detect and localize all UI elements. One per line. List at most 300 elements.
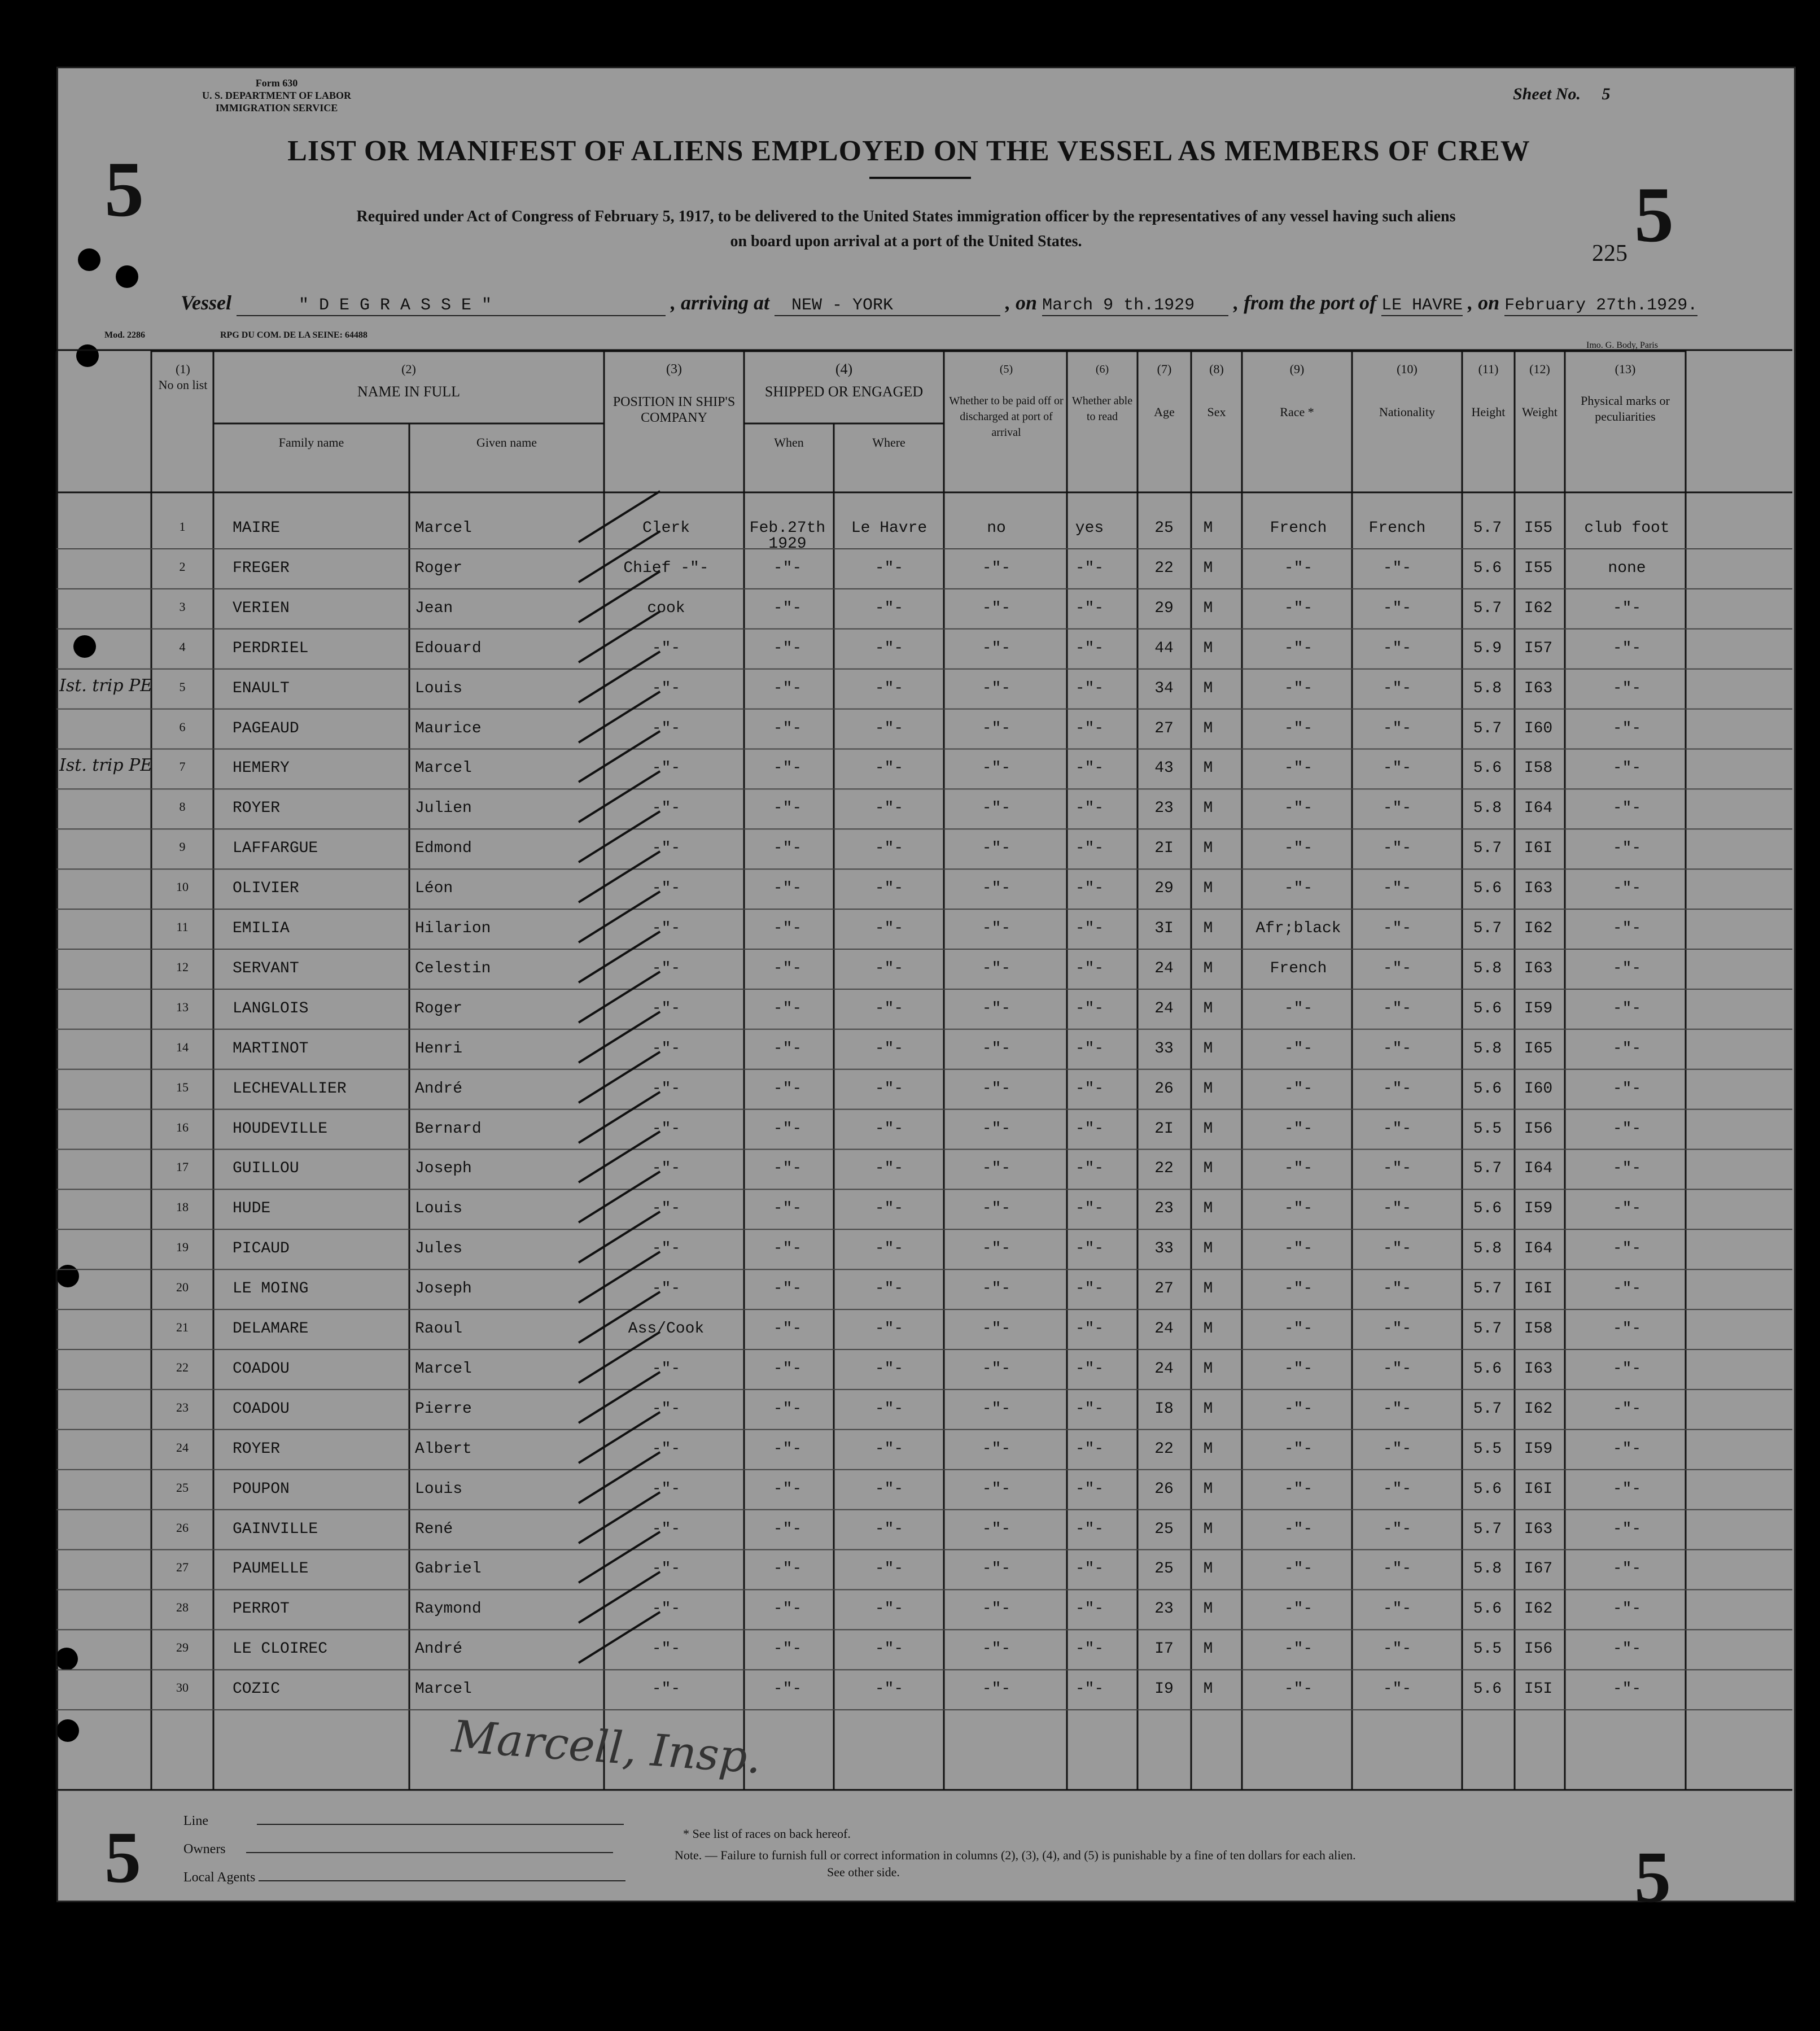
- cell-no: 4: [179, 639, 186, 654]
- cell-where: -"-: [874, 1560, 904, 1578]
- cell-where: -"-: [874, 999, 904, 1017]
- cell-where: -"-: [874, 1160, 904, 1178]
- cell-position: -"-: [651, 999, 681, 1017]
- cell-read: -"-: [1075, 1200, 1104, 1218]
- cell-paid: -"-: [982, 1640, 1011, 1658]
- cell-race: -"-: [1284, 1080, 1313, 1098]
- cell-sex: M: [1203, 1560, 1213, 1578]
- cell-height: 5.6: [1473, 759, 1502, 778]
- cell-paid: -"-: [982, 840, 1011, 858]
- sheet-no-value: 5: [1602, 85, 1611, 103]
- cell-no: 21: [176, 1320, 189, 1334]
- cell-weight: I55: [1524, 519, 1553, 537]
- cell-weight: I62: [1524, 1600, 1553, 1618]
- cell-race: -"-: [1284, 599, 1313, 617]
- cell-given: Joseph: [415, 1280, 472, 1298]
- cell-given: Gabriel: [415, 1560, 482, 1578]
- cell-race: -"-: [1284, 719, 1313, 737]
- cell-paid: -"-: [982, 999, 1011, 1017]
- cell-weight: I60: [1524, 1080, 1553, 1098]
- stamp-number: 225: [1592, 241, 1628, 267]
- cell-weight: I59: [1524, 1200, 1553, 1218]
- cell-family: ROYER: [233, 800, 281, 818]
- cell-when: -"-: [773, 920, 802, 937]
- cell-where: -"-: [874, 1120, 904, 1138]
- cell-no: 10: [176, 880, 189, 894]
- cell-race: -"-: [1284, 759, 1313, 778]
- cell-marks: -"-: [1612, 1280, 1642, 1298]
- cell-given: Marcel: [415, 519, 472, 537]
- cell-given: Henri: [415, 1039, 463, 1058]
- cell-given: Joseph: [415, 1160, 472, 1178]
- col-8-number: (8): [1209, 362, 1224, 376]
- cell-family: GAINVILLE: [233, 1520, 318, 1538]
- col-name-label: NAME IN FULL: [357, 383, 460, 400]
- col-where-header: Where: [872, 435, 905, 449]
- cell-height: 5.8: [1473, 1240, 1502, 1258]
- cell-height: 5.7: [1473, 920, 1502, 937]
- cell-position: -"-: [651, 1360, 681, 1378]
- cell-age: 24: [1154, 959, 1174, 977]
- cell-family: FREGER: [233, 559, 290, 577]
- cell-when: -"-: [773, 959, 802, 977]
- col-given-header: Given name: [476, 435, 537, 449]
- cell-position: -"-: [651, 1520, 681, 1538]
- cell-no: 14: [176, 1039, 189, 1054]
- cell-paid: -"-: [982, 599, 1011, 617]
- cell-read: -"-: [1075, 1240, 1104, 1258]
- cell-read: -"-: [1075, 1320, 1104, 1338]
- cell-weight: I6I: [1524, 1280, 1553, 1298]
- cell-when: -"-: [773, 759, 802, 778]
- cell-no: 19: [176, 1240, 189, 1255]
- cell-no: 8: [179, 800, 186, 814]
- cell-no: 7: [179, 759, 186, 774]
- cell-when: -"-: [773, 1039, 802, 1058]
- cell-race: -"-: [1284, 679, 1313, 697]
- cell-when: -"-: [773, 1600, 802, 1618]
- cell-read: -"-: [1075, 719, 1104, 737]
- cell-age: 2I: [1154, 840, 1174, 858]
- corner-mark-bottom-right: 5: [1634, 1837, 1671, 1918]
- col-no-label: No on list: [158, 378, 208, 392]
- cell-marks: -"-: [1612, 1440, 1642, 1458]
- inspector-signature: Marcell, Insp.: [450, 1711, 763, 1784]
- col-7-number: (7): [1157, 362, 1172, 376]
- col-shipped-label: SHIPPED OR ENGAGED: [764, 383, 924, 400]
- cell-family: COADOU: [233, 1400, 290, 1418]
- cell-position: -"-: [651, 920, 681, 937]
- cell-weight: I60: [1524, 719, 1553, 737]
- corner-mark-bottom-left: 5: [104, 1817, 141, 1898]
- col-2-header: [213, 361, 604, 400]
- cell-position: -"-: [651, 1640, 681, 1658]
- cell-family: HUDE: [233, 1200, 271, 1218]
- cell-sex: M: [1203, 1080, 1213, 1098]
- cell-marks: -"-: [1612, 1640, 1642, 1658]
- cell-given: Raymond: [415, 1600, 482, 1618]
- cell-family: COZIC: [233, 1680, 281, 1698]
- cell-race: -"-: [1284, 1520, 1313, 1538]
- cell-family: EMILIA: [233, 920, 290, 937]
- agents-field: [183, 1863, 625, 1892]
- cell-position: cook: [647, 599, 685, 617]
- cell-given: Louis: [415, 679, 463, 697]
- cell-given: André: [415, 1080, 463, 1098]
- cell-marks: -"-: [1612, 1039, 1642, 1058]
- arrival-port: NEW - YORK: [775, 296, 1000, 316]
- cell-when: -"-: [773, 1480, 802, 1498]
- cell-paid: -"-: [982, 800, 1011, 818]
- cell-nat: -"-: [1383, 599, 1412, 617]
- col-12-number: (12): [1529, 362, 1550, 376]
- cell-given: André: [415, 1640, 463, 1658]
- cell-marks: -"-: [1612, 1360, 1642, 1378]
- cell-marks: -"-: [1612, 1680, 1642, 1698]
- cell-race: French: [1270, 519, 1327, 537]
- col-2-number: (2): [401, 362, 416, 376]
- cell-given: Edouard: [415, 639, 482, 657]
- cell-when: -"-: [773, 599, 802, 617]
- cell-given: Jean: [415, 599, 453, 617]
- cell-given: Louis: [415, 1200, 463, 1218]
- cell-position: -"-: [651, 1600, 681, 1618]
- cell-family: HEMERY: [233, 759, 290, 778]
- cell-given: Pierre: [415, 1400, 472, 1418]
- cell-read: -"-: [1075, 679, 1104, 697]
- cell-race: -"-: [1284, 1120, 1313, 1138]
- cell-no: 16: [176, 1120, 189, 1134]
- cell-height: 5.8: [1473, 800, 1502, 818]
- corner-mark-top-left: 5: [104, 146, 144, 233]
- cell-paid: -"-: [982, 1080, 1011, 1098]
- cell-marks: -"-: [1612, 999, 1642, 1017]
- cell-sex: M: [1203, 719, 1213, 737]
- cell-race: -"-: [1284, 1600, 1313, 1618]
- cell-where: -"-: [874, 1240, 904, 1258]
- cell-marks: -"-: [1612, 1400, 1642, 1418]
- cell-age: 23: [1154, 1200, 1174, 1218]
- cell-no: 20: [176, 1280, 189, 1295]
- cell-when: -"-: [773, 1240, 802, 1258]
- cell-sex: M: [1203, 1200, 1213, 1218]
- cell-marks: -"-: [1612, 1320, 1642, 1338]
- col-position-label: POSITION IN SHIP'S COMPANY: [613, 395, 736, 425]
- cell-age: 29: [1154, 599, 1174, 617]
- cell-given: Roger: [415, 999, 463, 1017]
- cell-sex: M: [1203, 759, 1213, 778]
- cell-age: 33: [1154, 1039, 1174, 1058]
- cell-nat: -"-: [1383, 1200, 1412, 1218]
- cell-where: -"-: [874, 719, 904, 737]
- cell-read: -"-: [1075, 1280, 1104, 1298]
- cell-marks: -"-: [1612, 920, 1642, 937]
- col-sex-label: Sex: [1207, 405, 1226, 419]
- cell-weight: I64: [1524, 1160, 1553, 1178]
- cell-nat: -"-: [1383, 759, 1412, 778]
- cell-given: Marcel: [415, 759, 472, 778]
- cell-height: 5.6: [1473, 559, 1502, 577]
- cell-no: 15: [176, 1080, 189, 1094]
- cell-age: 23: [1154, 1600, 1174, 1618]
- cell-age: 23: [1154, 800, 1174, 818]
- cell-race: -"-: [1284, 1160, 1313, 1178]
- cell-given: Albert: [415, 1440, 472, 1458]
- cell-age: I9: [1154, 1680, 1174, 1698]
- cell-no: 27: [176, 1560, 189, 1575]
- cell-where: Le Havre: [851, 519, 928, 537]
- page-title: LIST OR MANIFEST OF ALIENS EMPLOYED ON THE VESSEL AS MEMBERS OF CREW: [287, 135, 1530, 167]
- cell-marks: -"-: [1612, 1520, 1642, 1538]
- cell-read: -"-: [1075, 1120, 1104, 1138]
- col-10-header: [1352, 361, 1462, 420]
- cell-marks: -"-: [1612, 840, 1642, 858]
- cell-position: -"-: [651, 800, 681, 818]
- cell-position: -"-: [651, 1039, 681, 1058]
- cell-given: Jules: [415, 1240, 463, 1258]
- cell-race: -"-: [1284, 1039, 1313, 1058]
- cell-where: -"-: [874, 1640, 904, 1658]
- cell-family: PICAUD: [233, 1240, 290, 1258]
- cell-read: -"-: [1075, 759, 1104, 778]
- cell-race: -"-: [1284, 1640, 1313, 1658]
- cell-family: DELAMARE: [233, 1320, 309, 1338]
- cell-sex: M: [1203, 639, 1213, 657]
- col-weight-label: Weight: [1522, 405, 1558, 419]
- cell-age: 25: [1154, 519, 1174, 537]
- col-11-number: (11): [1478, 362, 1499, 376]
- cell-marks: -"-: [1612, 880, 1642, 898]
- cell-given: Roger: [415, 559, 463, 577]
- cell-read: yes: [1075, 519, 1104, 537]
- cell-weight: I59: [1524, 1440, 1553, 1458]
- cell-marks: -"-: [1612, 800, 1642, 818]
- cell-position: Clerk: [642, 519, 690, 537]
- cell-age: 25: [1154, 1520, 1174, 1538]
- cell-paid: -"-: [982, 1480, 1011, 1498]
- col-12-header: [1515, 361, 1565, 420]
- cell-nat: -"-: [1383, 1240, 1412, 1258]
- col-4-header: [744, 361, 944, 400]
- cell-nat: French: [1368, 519, 1426, 537]
- vessel-name: " D E G R A S S E ": [237, 296, 666, 316]
- cell-age: 24: [1154, 1360, 1174, 1378]
- cell-position: -"-: [651, 1680, 681, 1698]
- cell-paid: -"-: [982, 920, 1011, 937]
- cell-family: VERIEN: [233, 599, 290, 617]
- cell-family: LAFFARGUE: [233, 840, 318, 858]
- cell-age: 34: [1154, 679, 1174, 697]
- cell-paid: no: [987, 519, 1006, 537]
- cell-age: 29: [1154, 880, 1174, 898]
- cell-family: PAUMELLE: [233, 1560, 309, 1578]
- cell-sex: M: [1203, 840, 1213, 858]
- cell-where: -"-: [874, 559, 904, 577]
- cell-no: 28: [176, 1600, 189, 1615]
- cell-paid: -"-: [982, 1680, 1011, 1698]
- cell-where: -"-: [874, 1200, 904, 1218]
- cell-family: LE CLOIREC: [233, 1640, 328, 1658]
- cell-nat: -"-: [1383, 1560, 1412, 1578]
- cell-age: 43: [1154, 759, 1174, 778]
- margin-note: Ist. trip PE: [59, 755, 153, 776]
- cell-sex: M: [1203, 1240, 1213, 1258]
- cell-no: 12: [176, 959, 189, 974]
- cell-sex: M: [1203, 1039, 1213, 1058]
- printer-right: Imo. G. Body, Paris: [1586, 340, 1658, 350]
- cell-race: -"-: [1284, 639, 1313, 657]
- cell-race: -"-: [1284, 880, 1313, 898]
- cell-age: 2I: [1154, 1120, 1174, 1138]
- cell-where: -"-: [874, 1360, 904, 1378]
- cell-height: 5.8: [1473, 679, 1502, 697]
- cell-when: -"-: [773, 1320, 802, 1338]
- cell-when: -"-: [773, 1560, 802, 1578]
- cell-read: -"-: [1075, 1560, 1104, 1578]
- cell-paid: -"-: [982, 1560, 1011, 1578]
- cell-paid: -"-: [982, 1240, 1011, 1258]
- cell-position: -"-: [651, 1280, 681, 1298]
- cell-when: -"-: [773, 1200, 802, 1218]
- cell-family: LECHEVALLIER: [233, 1080, 347, 1098]
- cell-nat: -"-: [1383, 679, 1412, 697]
- cell-given: Celestin: [415, 959, 491, 977]
- cell-where: -"-: [874, 1280, 904, 1298]
- cell-height: 5.6: [1473, 1200, 1502, 1218]
- cell-paid: -"-: [982, 1200, 1011, 1218]
- cell-marks: -"-: [1612, 959, 1642, 977]
- cell-marks: -"-: [1612, 599, 1642, 617]
- cell-position: -"-: [651, 959, 681, 977]
- owners-field: [183, 1835, 625, 1863]
- col-13-number: (13): [1615, 362, 1636, 376]
- cell-height: 5.6: [1473, 1680, 1502, 1698]
- cell-race: -"-: [1284, 1280, 1313, 1298]
- cell-paid: -"-: [982, 959, 1011, 977]
- cell-family: OLIVIER: [233, 880, 299, 898]
- cell-nat: -"-: [1383, 920, 1412, 937]
- cell-position: -"-: [651, 719, 681, 737]
- cell-race: French: [1270, 959, 1327, 977]
- service: IMMIGRATION SERVICE: [215, 102, 338, 113]
- col-11-header: [1462, 361, 1515, 420]
- cell-read: -"-: [1075, 1400, 1104, 1418]
- cell-no: 1: [179, 519, 186, 534]
- col-7-header: [1138, 361, 1191, 420]
- cell-read: -"-: [1075, 1160, 1104, 1178]
- cell-age: 27: [1154, 719, 1174, 737]
- cell-where: -"-: [874, 1080, 904, 1098]
- cell-no: 6: [179, 719, 186, 734]
- cell-when: -"-: [773, 1160, 802, 1178]
- on-label: , on: [1005, 291, 1038, 314]
- col-3-number: (3): [666, 362, 682, 377]
- col-9-header: [1242, 361, 1352, 420]
- cell-where: -"-: [874, 1480, 904, 1498]
- cell-when: -"-: [773, 559, 802, 577]
- cell-nat: -"-: [1383, 1520, 1412, 1538]
- cell-read: -"-: [1075, 599, 1104, 617]
- cell-sex: M: [1203, 920, 1213, 937]
- cell-family: PERROT: [233, 1600, 290, 1618]
- cell-sex: M: [1203, 800, 1213, 818]
- footer-fields: [183, 1807, 625, 1892]
- col-paid-label: Whether to be paid off or discharged at port of arrival: [949, 395, 1064, 439]
- cell-race: -"-: [1284, 1320, 1313, 1338]
- cell-weight: I57: [1524, 639, 1553, 657]
- cell-weight: I63: [1524, 1520, 1553, 1538]
- cell-read: -"-: [1075, 800, 1104, 818]
- cell-age: I7: [1154, 1640, 1174, 1658]
- cell-marks: -"-: [1612, 719, 1642, 737]
- cell-family: LANGLOIS: [233, 999, 309, 1017]
- cell-marks: -"-: [1612, 1240, 1642, 1258]
- cell-weight: I63: [1524, 959, 1553, 977]
- cell-family: SERVANT: [233, 959, 299, 977]
- cell-nat: -"-: [1383, 719, 1412, 737]
- from-label: , from the port of: [1233, 291, 1377, 314]
- cell-sex: M: [1203, 1400, 1213, 1418]
- cell-when: -"-: [773, 1440, 802, 1458]
- cell-race: -"-: [1284, 1200, 1313, 1218]
- cell-read: -"-: [1075, 1039, 1104, 1058]
- cell-family: LE MOING: [233, 1280, 309, 1298]
- cell-sex: M: [1203, 679, 1213, 697]
- cell-given: Hilarion: [415, 920, 491, 937]
- cell-weight: I62: [1524, 920, 1553, 937]
- cell-sex: M: [1203, 1520, 1213, 1538]
- cell-marks: -"-: [1612, 1480, 1642, 1498]
- cell-height: 5.7: [1473, 719, 1502, 737]
- cell-no: 25: [176, 1480, 189, 1495]
- cell-age: 22: [1154, 1440, 1174, 1458]
- cell-where: -"-: [874, 679, 904, 697]
- cell-height: 5.7: [1473, 1400, 1502, 1418]
- cell-sex: M: [1203, 1360, 1213, 1378]
- cell-weight: I58: [1524, 1320, 1553, 1338]
- departure-port: LE HAVRE: [1381, 296, 1463, 315]
- col-3-header: [604, 361, 744, 426]
- cell-marks: -"-: [1612, 1080, 1642, 1098]
- cell-age: 26: [1154, 1480, 1174, 1498]
- cell-nat: -"-: [1383, 840, 1412, 858]
- cell-sex: M: [1203, 1640, 1213, 1658]
- cell-weight: I59: [1524, 999, 1553, 1017]
- cell-no: 22: [176, 1360, 189, 1374]
- cell-paid: -"-: [982, 559, 1011, 577]
- cell-height: 5.6: [1473, 1480, 1502, 1498]
- cell-weight: I64: [1524, 800, 1553, 818]
- cell-height: 5.6: [1473, 1080, 1502, 1098]
- cell-weight: I6I: [1524, 1480, 1553, 1498]
- cell-weight: I56: [1524, 1120, 1553, 1138]
- cell-where: -"-: [874, 880, 904, 898]
- cell-paid: -"-: [982, 679, 1011, 697]
- cell-nat: -"-: [1383, 1280, 1412, 1298]
- cell-marks: -"-: [1612, 639, 1642, 657]
- cell-paid: -"-: [982, 1160, 1011, 1178]
- cell-age: 44: [1154, 639, 1174, 657]
- cell-read: -"-: [1075, 999, 1104, 1017]
- cell-nat: -"-: [1383, 959, 1412, 977]
- cell-sex: M: [1203, 1600, 1213, 1618]
- cell-paid: -"-: [982, 1360, 1011, 1378]
- cell-when: -"-: [773, 1280, 802, 1298]
- col-13-header: [1565, 361, 1686, 425]
- cell-nat: -"-: [1383, 559, 1412, 577]
- cell-read: -"-: [1075, 1680, 1104, 1698]
- cell-where: -"-: [874, 1520, 904, 1538]
